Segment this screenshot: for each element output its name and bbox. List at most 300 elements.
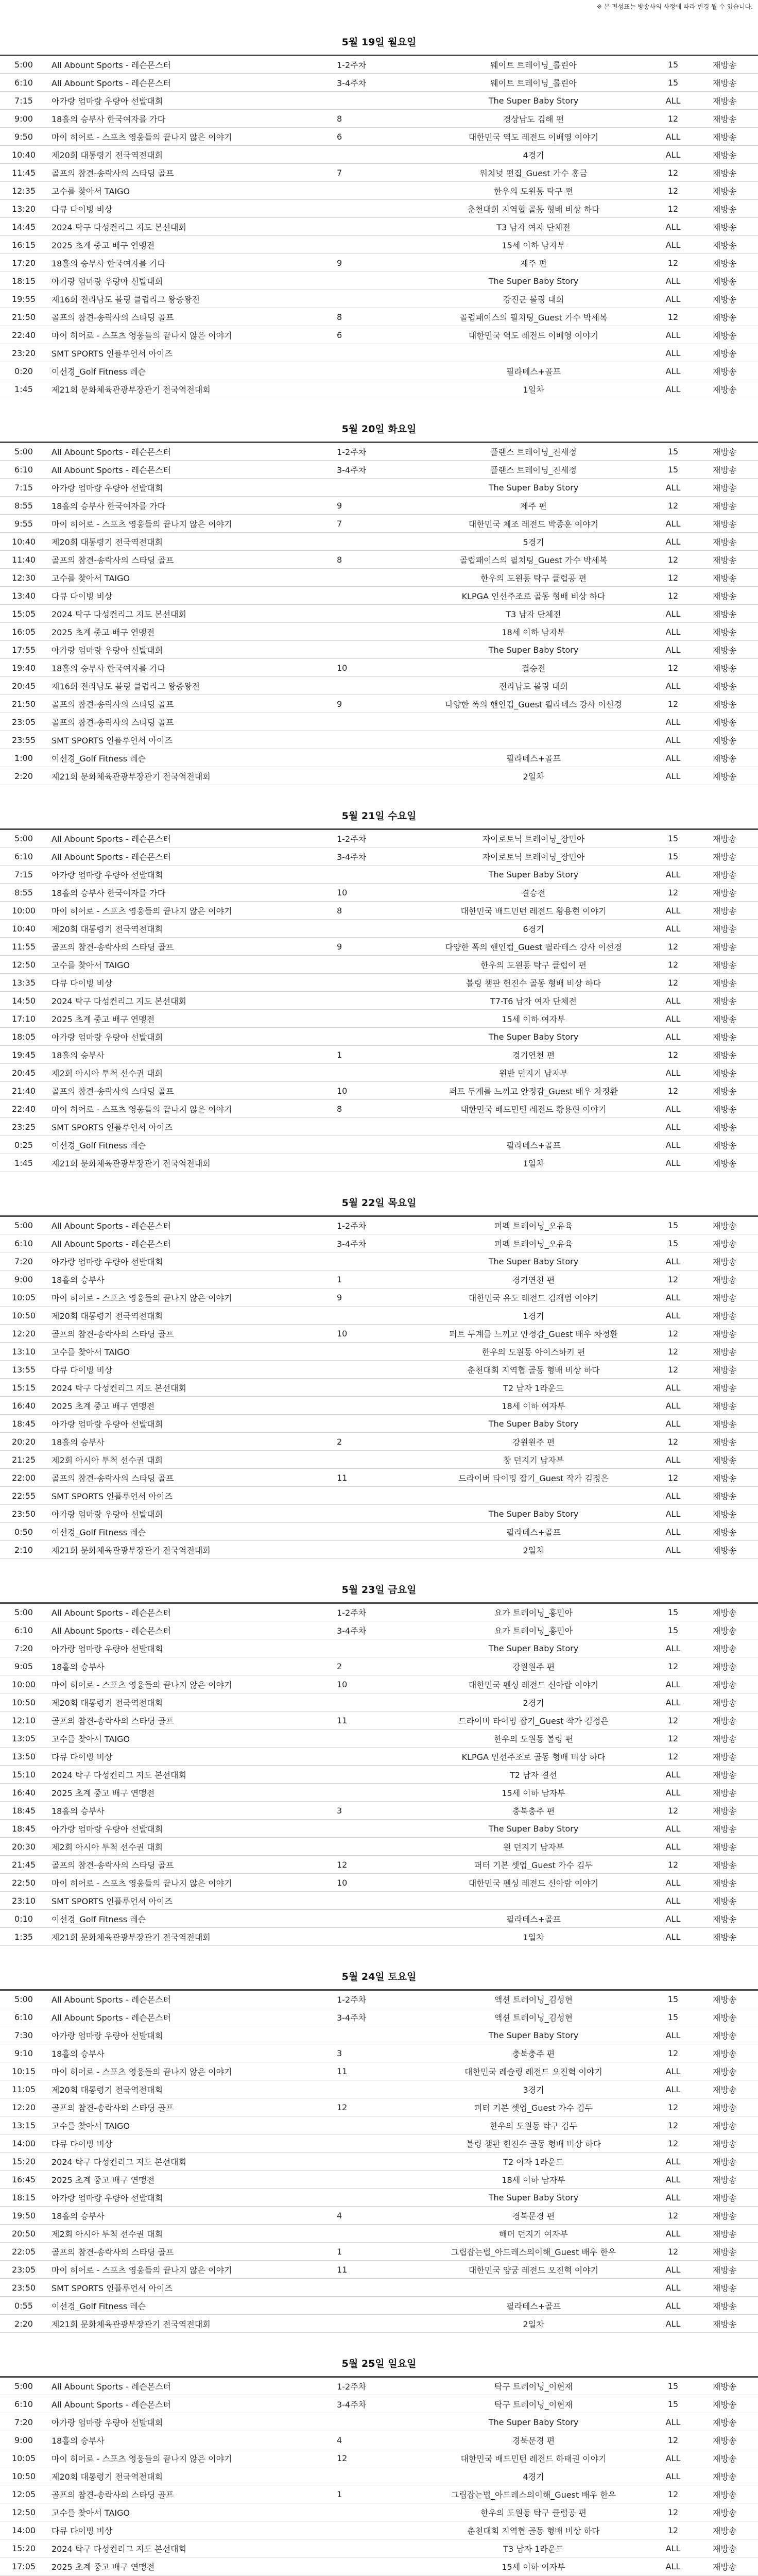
table-row <box>0 1766 758 1784</box>
episode-subtitle: 15세 이하 여자부 <box>422 1010 645 1028</box>
broadcast-type: 재방송 <box>701 2153 758 2171</box>
age-rating: ALL <box>645 1523 701 1541</box>
broadcast-type: 재방송 <box>701 1154 758 1172</box>
table-row <box>0 1820 758 1838</box>
age-rating: 12 <box>645 2098 701 2116</box>
broadcast-type: 재방송 <box>701 1802 758 1820</box>
program-time: 21:25 <box>0 1451 47 1469</box>
day-schedule <box>0 398 758 785</box>
age-rating: 12 <box>645 2134 701 2153</box>
broadcast-type: 재방송 <box>701 56 758 74</box>
episode-subtitle: 대한민국 레슬링 레전드 오진혁 이야기 <box>422 2062 645 2080</box>
episode-number <box>317 1505 422 1523</box>
table-row <box>0 2377 758 2395</box>
episode-subtitle: The Super Baby Story <box>422 1639 645 1657</box>
table-row <box>0 1379 758 1397</box>
program-time: 8:55 <box>0 884 47 902</box>
table-row <box>0 236 758 254</box>
broadcast-type: 재방송 <box>701 1603 758 1621</box>
broadcast-type: 재방송 <box>701 2485 758 2503</box>
episode-number: 11 <box>317 2261 422 2279</box>
episode-subtitle: 해머 던지기 여자부 <box>422 2225 645 2243</box>
program-title: 다큐 다이빙 비상 <box>47 587 317 605</box>
episode-number: 10 <box>317 884 422 902</box>
age-rating: ALL <box>645 1487 701 1505</box>
broadcast-type: 재방송 <box>701 1874 758 1892</box>
broadcast-type: 재방송 <box>701 1343 758 1361</box>
episode-number <box>317 713 422 731</box>
broadcast-type: 재방송 <box>701 2557 758 2575</box>
program-time: 12:35 <box>0 182 47 200</box>
broadcast-type: 재방송 <box>701 1325 758 1343</box>
broadcast-type: 재방송 <box>701 1379 758 1397</box>
broadcast-type: 재방송 <box>701 128 758 146</box>
program-title: 2025 초계 중고 배구 연맹전 <box>47 623 317 641</box>
age-rating: ALL <box>645 218 701 236</box>
program-time: 16:05 <box>0 623 47 641</box>
age-rating: ALL <box>645 1118 701 1136</box>
program-time: 13:40 <box>0 587 47 605</box>
table-row <box>0 938 758 956</box>
episode-subtitle: T2 남자 1라운드 <box>422 1379 645 1397</box>
episode-number <box>317 1730 422 1748</box>
episode-number <box>317 479 422 497</box>
program-title: 고수를 찾아서 TAIGO <box>47 2503 317 2521</box>
table-row <box>0 1523 758 1541</box>
episode-subtitle: 15세 이하 남자부 <box>422 236 645 254</box>
episode-subtitle: 플랜스 트레이닝_진세정 <box>422 461 645 479</box>
table-row <box>0 1639 758 1657</box>
program-time: 6:10 <box>0 2008 47 2026</box>
program-time: 16:40 <box>0 1397 47 1415</box>
day-schedule <box>0 2333 758 2576</box>
episode-number: 3-4주차 <box>317 1621 422 1639</box>
episode-number <box>317 1118 422 1136</box>
program-time: 13:55 <box>0 1361 47 1379</box>
program-time: 15:05 <box>0 605 47 623</box>
broadcast-type: 재방송 <box>701 236 758 254</box>
program-title: 아가랑 엄마랑 우량아 선발대회 <box>47 1028 317 1046</box>
broadcast-type: 재방송 <box>701 326 758 344</box>
broadcast-type: 재방송 <box>701 1252 758 1270</box>
episode-subtitle: The Super Baby Story <box>422 479 645 497</box>
table-row <box>0 1874 758 1892</box>
program-title: 18홀의 승부사 한국여자를 가다 <box>47 254 317 272</box>
episode-number <box>317 218 422 236</box>
table-row <box>0 146 758 164</box>
episode-subtitle: 2일차 <box>422 1541 645 1559</box>
episode-subtitle: The Super Baby Story <box>422 1252 645 1270</box>
program-time: 20:20 <box>0 1433 47 1451</box>
episode-number <box>317 731 422 749</box>
episode-number <box>317 992 422 1010</box>
episode-number <box>317 1639 422 1657</box>
age-rating: ALL <box>645 272 701 290</box>
program-title: 다큐 다이빙 비상 <box>47 1748 317 1766</box>
episode-subtitle: 자이로토닉 트레이닝_장민아 <box>422 848 645 866</box>
table-row <box>0 1621 758 1639</box>
broadcast-type: 재방송 <box>701 272 758 290</box>
program-time: 7:15 <box>0 479 47 497</box>
age-rating: ALL <box>645 1910 701 1928</box>
age-rating: ALL <box>645 362 701 380</box>
program-time: 23:50 <box>0 1505 47 1523</box>
program-time: 23:55 <box>0 731 47 749</box>
table-row <box>0 992 758 1010</box>
age-rating: ALL <box>645 2449 701 2467</box>
episode-subtitle: 전라남도 볼링 대회 <box>422 677 645 695</box>
episode-number <box>317 2116 422 2134</box>
age-rating: ALL <box>645 1397 701 1415</box>
episode-subtitle: The Super Baby Story <box>422 92 645 110</box>
program-time: 5:00 <box>0 1216 47 1234</box>
program-title: 골프의 참견-송락사의 스타딩 골프 <box>47 1082 317 1100</box>
episode-number <box>317 569 422 587</box>
day-title: 5월 19일 월요일 <box>341 37 417 48</box>
program-time: 21:50 <box>0 695 47 713</box>
program-title: 고수를 찾아서 TAIGO <box>47 1343 317 1361</box>
age-rating: ALL <box>645 2413 701 2431</box>
day-title: 5월 20일 화요일 <box>341 423 417 435</box>
episode-subtitle: 액션 트레이닝_김성현 <box>422 2008 645 2026</box>
program-time: 10:40 <box>0 533 47 551</box>
broadcast-type: 재방송 <box>701 362 758 380</box>
broadcast-type: 재방송 <box>701 1136 758 1154</box>
program-time: 7:15 <box>0 866 47 884</box>
episode-subtitle: The Super Baby Story <box>422 1505 645 1523</box>
table-row <box>0 2485 758 2503</box>
program-title: All Abount Sports - 레슨몬스터 <box>47 1234 317 1252</box>
age-rating: 12 <box>645 659 701 677</box>
program-title: 18홀의 승부사 <box>47 1657 317 1675</box>
age-rating: 12 <box>645 569 701 587</box>
episode-number <box>317 2080 422 2098</box>
day-schedule <box>0 1946 758 2333</box>
broadcast-type: 재방송 <box>701 1639 758 1657</box>
program-title: SMT SPORTS 인플루언서 아이즈 <box>47 344 317 362</box>
program-title: 아가랑 엄마랑 우량아 선발대회 <box>47 272 317 290</box>
program-time: 6:10 <box>0 1621 47 1639</box>
table-row <box>0 110 758 128</box>
table-row <box>0 443 758 461</box>
day-schedule <box>0 1559 758 1946</box>
episode-subtitle: 4경기 <box>422 2467 645 2485</box>
program-time: 17:20 <box>0 254 47 272</box>
program-time: 10:50 <box>0 2467 47 2485</box>
age-rating: 12 <box>645 2521 701 2539</box>
age-rating: ALL <box>645 2557 701 2575</box>
table-row <box>0 344 758 362</box>
table-row <box>0 2261 758 2279</box>
broadcast-type: 재방송 <box>701 344 758 362</box>
program-title: 제20회 대통령기 전국역전대회 <box>47 1307 317 1325</box>
broadcast-type: 재방송 <box>701 146 758 164</box>
program-time: 18:15 <box>0 272 47 290</box>
episode-number: 1-2주차 <box>317 1603 422 1621</box>
broadcast-type: 재방송 <box>701 461 758 479</box>
episode-subtitle <box>422 1118 645 1136</box>
program-title: 18홀의 승부사 <box>47 1270 317 1289</box>
program-title: 제21회 문화체육관광부장관기 전국역전대회 <box>47 2315 317 2333</box>
episode-subtitle: 원 던지기 남자부 <box>422 1838 645 1856</box>
table-row <box>0 1487 758 1505</box>
episode-subtitle: 볼링 챔판 헌진수 골동 형배 비상 하다 <box>422 974 645 992</box>
program-title: 고수를 찾아서 TAIGO <box>47 182 317 200</box>
program-time: 0:20 <box>0 362 47 380</box>
program-time: 20:50 <box>0 2225 47 2243</box>
day-title: 5월 25일 일요일 <box>341 2358 417 2369</box>
broadcast-type: 재방송 <box>701 2008 758 2026</box>
episode-number: 8 <box>317 902 422 920</box>
age-rating: 12 <box>645 1343 701 1361</box>
program-time: 20:45 <box>0 1064 47 1082</box>
table-row <box>0 1469 758 1487</box>
schedule-table <box>0 1989 758 2333</box>
broadcast-type: 재방송 <box>701 254 758 272</box>
program-title: 2024 탁구 다성컨리그 지도 본선대회 <box>47 2153 317 2171</box>
broadcast-type: 재방송 <box>701 2207 758 2225</box>
age-rating: ALL <box>645 1639 701 1657</box>
episode-subtitle: 그립잡는법_아드레스의이해_Guest 배우 한우 <box>422 2485 645 2503</box>
program-title: 고수를 찾아서 TAIGO <box>47 2116 317 2134</box>
broadcast-type: 재방송 <box>701 1856 758 1874</box>
episode-number <box>317 2413 422 2431</box>
program-title: 2024 탁구 다성컨리그 지도 본선대회 <box>47 1766 317 1784</box>
broadcast-type: 재방송 <box>701 1451 758 1469</box>
age-rating: 12 <box>645 254 701 272</box>
episode-subtitle: The Super Baby Story <box>422 2413 645 2431</box>
table-row <box>0 1046 758 1064</box>
episode-number <box>317 1361 422 1379</box>
episode-subtitle: 다양한 폭의 핸인컵_Guest 필라테스 강사 이선경 <box>422 695 645 713</box>
table-row <box>0 2431 758 2449</box>
broadcast-type: 재방송 <box>701 2080 758 2098</box>
broadcast-type: 재방송 <box>701 902 758 920</box>
day-title: 5월 22일 목요일 <box>341 1197 417 1209</box>
episode-number: 7 <box>317 164 422 182</box>
table-row <box>0 848 758 866</box>
table-row <box>0 587 758 605</box>
age-rating: ALL <box>645 1693 701 1711</box>
program-time: 1:00 <box>0 749 47 767</box>
age-rating: 12 <box>645 695 701 713</box>
age-rating: ALL <box>645 1505 701 1523</box>
program-time: 20:30 <box>0 1838 47 1856</box>
episode-number <box>317 533 422 551</box>
program-time: 15:15 <box>0 1379 47 1397</box>
episode-number <box>317 2521 422 2539</box>
program-time: 21:40 <box>0 1082 47 1100</box>
broadcast-type: 재방송 <box>701 1100 758 1118</box>
age-rating: 12 <box>645 308 701 326</box>
episode-number <box>317 200 422 218</box>
table-row <box>0 533 758 551</box>
program-time: 14:50 <box>0 992 47 1010</box>
broadcast-type: 재방송 <box>701 1028 758 1046</box>
episode-number <box>317 2189 422 2207</box>
program-title: 마이 히어로 - 스포츠 영웅들의 끝나지 않은 이야기 <box>47 326 317 344</box>
program-time: 12:50 <box>0 956 47 974</box>
program-time: 1:45 <box>0 1154 47 1172</box>
table-row <box>0 2207 758 2225</box>
broadcast-type: 재방송 <box>701 2243 758 2261</box>
episode-number <box>317 2539 422 2557</box>
age-rating: 12 <box>645 110 701 128</box>
episode-number: 4 <box>317 2207 422 2225</box>
episode-number <box>317 1693 422 1711</box>
broadcast-type: 재방송 <box>701 1675 758 1693</box>
episode-subtitle: 18세 이하 여자부 <box>422 1397 645 1415</box>
program-time: 13:15 <box>0 2116 47 2134</box>
age-rating: ALL <box>645 236 701 254</box>
episode-subtitle: 강원원주 편 <box>422 1657 645 1675</box>
age-rating: 12 <box>645 1046 701 1064</box>
table-row <box>0 659 758 677</box>
program-time: 16:15 <box>0 236 47 254</box>
day-title: 5월 23일 금요일 <box>341 1584 417 1596</box>
episode-number: 12 <box>317 2449 422 2467</box>
episode-subtitle <box>422 344 645 362</box>
program-time: 12:50 <box>0 2503 47 2521</box>
episode-number <box>317 1028 422 1046</box>
broadcast-type: 재방송 <box>701 1928 758 1946</box>
age-rating: ALL <box>645 1010 701 1028</box>
broadcast-type: 재방송 <box>701 74 758 92</box>
episode-number: 8 <box>317 1100 422 1118</box>
table-row <box>0 1010 758 1028</box>
program-title: 18홀의 승부사 한국여자를 가다 <box>47 884 317 902</box>
broadcast-type: 재방송 <box>701 1711 758 1730</box>
program-time: 13:10 <box>0 1343 47 1361</box>
episode-number: 1-2주차 <box>317 56 422 74</box>
episode-subtitle <box>422 713 645 731</box>
episode-number: 8 <box>317 308 422 326</box>
table-row <box>0 461 758 479</box>
program-time: 18:15 <box>0 2189 47 2207</box>
program-time: 10:05 <box>0 2449 47 2467</box>
episode-subtitle: 경기연천 편 <box>422 1046 645 1064</box>
broadcast-type: 재방송 <box>701 2098 758 2116</box>
age-rating: ALL <box>645 713 701 731</box>
episode-subtitle <box>422 2279 645 2297</box>
program-title: 2025 초계 중고 배구 연맹전 <box>47 236 317 254</box>
table-row <box>0 92 758 110</box>
episode-number: 9 <box>317 254 422 272</box>
program-title: 다큐 다이빙 비상 <box>47 2134 317 2153</box>
episode-number: 3 <box>317 2044 422 2062</box>
episode-number <box>317 1820 422 1838</box>
age-rating: 12 <box>645 2116 701 2134</box>
table-row <box>0 1100 758 1118</box>
episode-number: 1-2주차 <box>317 443 422 461</box>
episode-subtitle: 춘천대회 지역협 골동 형배 비상 하다 <box>422 1361 645 1379</box>
broadcast-type: 재방송 <box>701 1234 758 1252</box>
table-row <box>0 362 758 380</box>
program-title: 2024 탁구 다성컨리그 지도 본선대회 <box>47 992 317 1010</box>
program-title: 아가랑 엄마랑 우량아 선발대회 <box>47 1639 317 1657</box>
broadcast-type: 재방송 <box>701 1748 758 1766</box>
episode-subtitle: 필라테스+골프 <box>422 2297 645 2315</box>
program-title: 골프의 참견-송락사의 스타딩 골프 <box>47 1325 317 1343</box>
table-row <box>0 920 758 938</box>
age-rating: 12 <box>645 1856 701 1874</box>
table-row <box>0 829 758 848</box>
schedule-table <box>0 1602 758 1946</box>
program-title: All Abount Sports - 레슨몬스터 <box>47 56 317 74</box>
broadcast-type: 재방송 <box>701 2503 758 2521</box>
broadcast-type: 재방송 <box>701 920 758 938</box>
age-rating: 12 <box>645 1325 701 1343</box>
episode-number: 6 <box>317 326 422 344</box>
program-title: 제2회 아시아 투척 선수권 대회 <box>47 2225 317 2243</box>
age-rating: ALL <box>645 2062 701 2080</box>
program-time: 5:00 <box>0 1990 47 2008</box>
table-row <box>0 2116 758 2134</box>
age-rating: ALL <box>645 623 701 641</box>
program-title: All Abount Sports - 레슨몬스터 <box>47 2008 317 2026</box>
program-time: 7:20 <box>0 1252 47 1270</box>
episode-subtitle: T3 남자 여자 단체전 <box>422 218 645 236</box>
episode-number: 3-4주차 <box>317 74 422 92</box>
program-title: 제21회 문화체육관광부장관기 전국역전대회 <box>47 1154 317 1172</box>
program-time: 6:10 <box>0 74 47 92</box>
episode-number <box>317 749 422 767</box>
program-time: 10:05 <box>0 1289 47 1307</box>
episode-number <box>317 2503 422 2521</box>
broadcast-type: 재방송 <box>701 1216 758 1234</box>
program-title: 마이 히어로 - 스포츠 영웅들의 끝나지 않은 이야기 <box>47 1289 317 1307</box>
table-row <box>0 1748 758 1766</box>
table-row <box>0 1216 758 1234</box>
episode-subtitle: The Super Baby Story <box>422 1028 645 1046</box>
program-time: 8:55 <box>0 497 47 515</box>
broadcast-type: 재방송 <box>701 956 758 974</box>
episode-subtitle: 볼링 챔판 헌진수 골동 형배 비상 하다 <box>422 2134 645 2153</box>
table-row <box>0 2171 758 2189</box>
episode-subtitle: The Super Baby Story <box>422 1820 645 1838</box>
table-row <box>0 1343 758 1361</box>
age-rating: ALL <box>645 128 701 146</box>
episode-subtitle: 제주 편 <box>422 254 645 272</box>
age-rating: ALL <box>645 344 701 362</box>
broadcast-type: 재방송 <box>701 2395 758 2413</box>
program-title: 고수를 찾아서 TAIGO <box>47 569 317 587</box>
age-rating: 15 <box>645 829 701 848</box>
episode-number <box>317 272 422 290</box>
program-title: All Abount Sports - 레슨몬스터 <box>47 461 317 479</box>
program-title: 아가랑 엄마랑 우량아 선발대회 <box>47 1415 317 1433</box>
age-rating: 12 <box>645 2207 701 2225</box>
episode-number: 1-2주차 <box>317 1216 422 1234</box>
program-time: 12:20 <box>0 2098 47 2116</box>
broadcast-type: 재방송 <box>701 659 758 677</box>
broadcast-type: 재방송 <box>701 884 758 902</box>
table-row <box>0 2395 758 2413</box>
broadcast-type: 재방송 <box>701 2521 758 2539</box>
table-row <box>0 2062 758 2080</box>
program-title: All Abount Sports - 레슨몬스터 <box>47 74 317 92</box>
episode-subtitle: T3 남자 1라운드 <box>422 2539 645 2557</box>
broadcast-type: 재방송 <box>701 164 758 182</box>
episode-subtitle: 퍼펙 트레이닝_오유육 <box>422 1234 645 1252</box>
schedule-table <box>0 2376 758 2576</box>
program-title: 이선경_Golf Fitness 레슨 <box>47 1523 317 1541</box>
age-rating: 12 <box>645 956 701 974</box>
broadcast-type: 재방송 <box>701 1693 758 1711</box>
program-title: SMT SPORTS 인플루언서 아이즈 <box>47 1892 317 1910</box>
age-rating: ALL <box>645 2539 701 2557</box>
age-rating: ALL <box>645 731 701 749</box>
